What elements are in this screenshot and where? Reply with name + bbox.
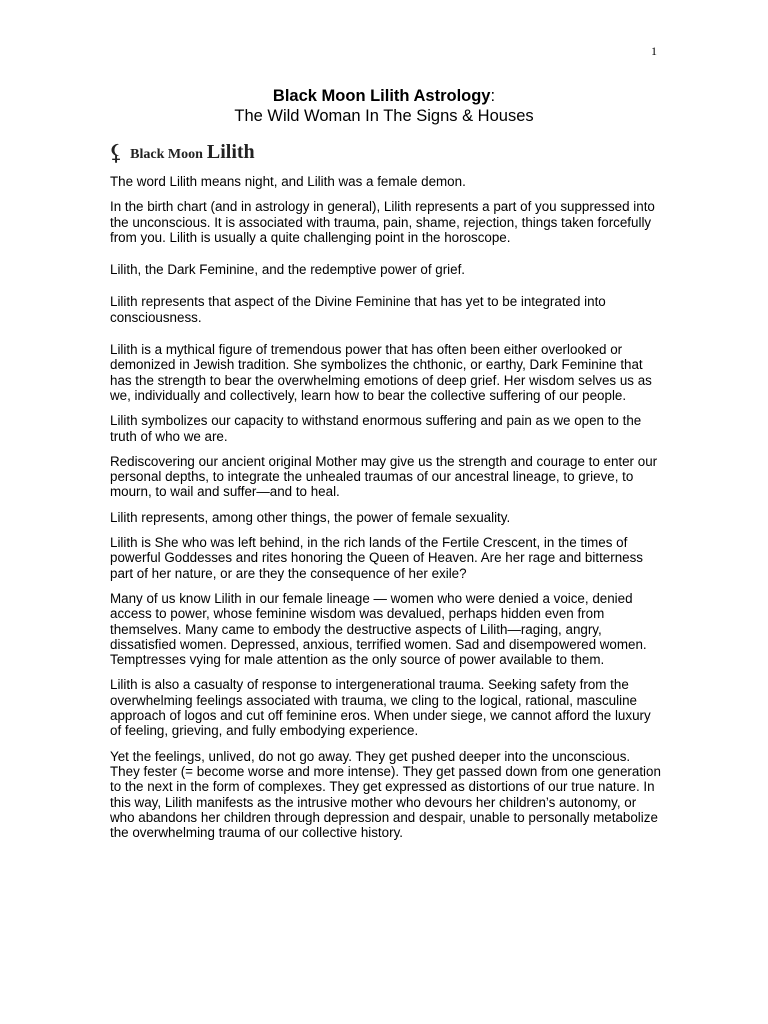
paragraph: Lilith is a mythical figure of tremendous power that has often been either overlooked or demonized in Jewish tradition. She symbolizes the chthonic, or earthy, Dark Feminine that has the strength to bear the overwhelming emotions of deep grief. Her wisdom selves us as we, individually and collectively, learn how to bear the collective suffering of our people. bbox=[110, 342, 652, 403]
paragraph: In the birth chart (and in astrology in general), Lilith represents a part of you suppressed into the unconscious. It is associated with trauma, pain, shame, rejection, things taken forcefully from you. Lilith is usually a quite challenging point in the horoscope. bbox=[110, 199, 655, 245]
document-title bbox=[110, 86, 658, 126]
paragraph: Many of us know Lilith in our female lineage — women who were denied a voice, denied access to power, whose feminine wisdom was devalued, perhaps hidden even from themselves. Many came to embody the destructive aspects of Lilith—raging, angry, dissatisfied women. Depressed, anxious, terrified women. Sad and disempowered women. Temptresses vying for male attention as the only source of power available to them. bbox=[110, 590, 647, 668]
paragraph: Yet the feelings, unlived, do not go away. They get pushed deeper into the unconscious. They fester (= become worse and more intense). They get passed down from one generation to the next in the form of complexes. They get expressed as distortions of our true nature. In this way, Lilith manifests as the intrusive mother who devours her children’s autonomy, or who abandons her children through depression and despair, unable to personally metabolize the overwhelming trauma of our collective history. bbox=[110, 748, 661, 841]
paragraph: Lilith is She who was left behind, in the rich lands of the Fertile Crescent, in the times of powerful Goddesses and rites honoring the Queen of Heaven. Are her rage and bitterness part of her nature, or are they the consequence of her exile? bbox=[110, 535, 643, 581]
paragraph: Lilith is also a casualty of response to intergenerational trauma. Seeking safety from the overwhelming feelings associated with trauma, we cling to the logical, rational, masculine approach of logos and cut off feminine eros. When under siege, we cannot afford the luxury of feeling, grieving, and fully embodying experience. bbox=[110, 677, 651, 739]
title-colon: : bbox=[490, 87, 496, 105]
heading-large-text: Lilith bbox=[206, 141, 255, 163]
paragraph: Lilith represents, among other things, the power of female sexuality. bbox=[110, 509, 511, 525]
page-number: 1 bbox=[651, 44, 657, 58]
title-main: Black Moon Lilith Astrology bbox=[272, 87, 491, 105]
title-line-1 bbox=[110, 86, 658, 106]
paragraph: Rediscovering our ancient original Mother may give us the strength and courage to enter our personal depths, to integrate the unhealed traumas of our ancestral lineage, to grieve, to mourn, to wail and suffer—and to heal. bbox=[110, 453, 658, 500]
body-text bbox=[110, 174, 662, 840]
paragraph: Lilith, the Dark Feminine, and the redemptive power of grief. bbox=[110, 262, 466, 278]
heading-small-text: Black Moon bbox=[130, 147, 203, 162]
section-heading bbox=[108, 140, 255, 166]
paragraph: Lilith represents that aspect of the Divine Feminine that has yet to be integrated into consciousness. bbox=[110, 294, 606, 325]
lilith-symbol-icon: ⚸ bbox=[108, 140, 125, 165]
title-subtitle: The Wild Woman In The Signs & Houses bbox=[234, 107, 534, 125]
paragraph: Lilith symbolizes our capacity to withstand enormous suffering and pain as we open to the truth of who we are. bbox=[110, 413, 642, 444]
paragraph: The word Lilith means night, and Lilith was a female demon. bbox=[110, 174, 466, 189]
